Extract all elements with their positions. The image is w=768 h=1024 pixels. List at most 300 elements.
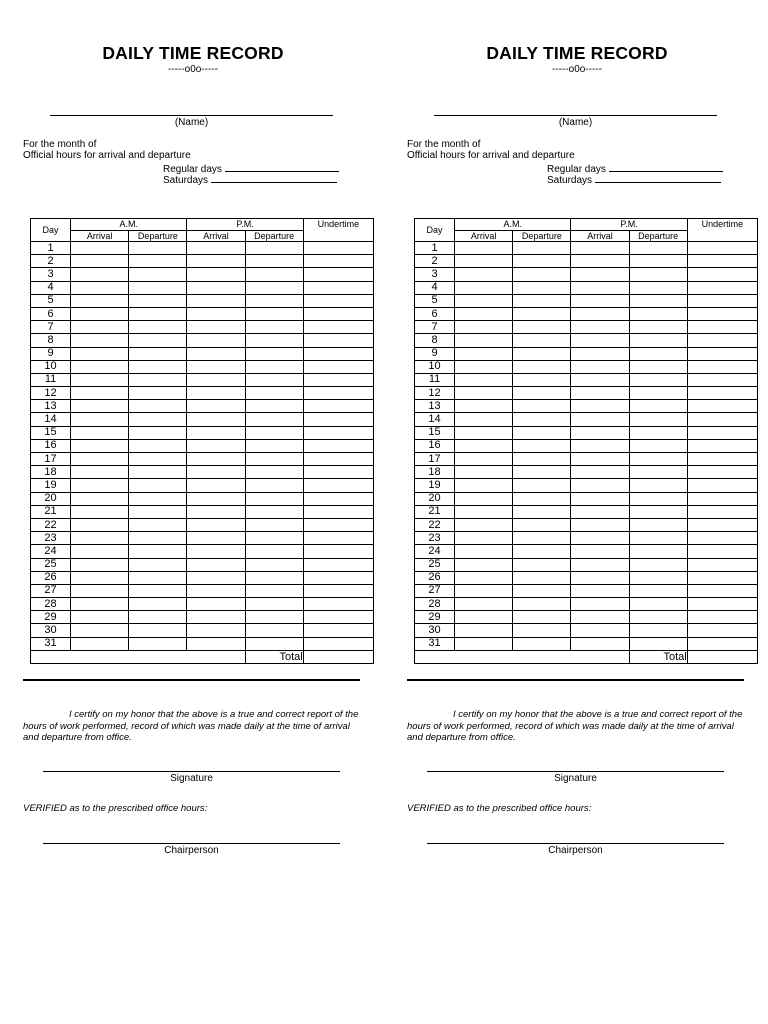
pm-arrival-cell[interactable]: [571, 334, 629, 347]
am-arrival-cell[interactable]: [455, 413, 513, 426]
undertime-cell[interactable]: [687, 518, 757, 531]
chairperson-signature-field[interactable]: [43, 843, 340, 844]
pm-arrival-cell[interactable]: [571, 347, 629, 360]
pm-departure-cell[interactable]: [629, 518, 687, 531]
pm-arrival-cell[interactable]: [571, 598, 629, 611]
am-arrival-cell[interactable]: [455, 439, 513, 452]
am-departure-cell[interactable]: [129, 360, 187, 373]
pm-departure-cell[interactable]: [245, 532, 303, 545]
am-departure-cell[interactable]: [513, 439, 571, 452]
pm-arrival-cell[interactable]: [187, 598, 245, 611]
am-departure-cell[interactable]: [513, 518, 571, 531]
pm-arrival-cell[interactable]: [571, 281, 629, 294]
pm-departure-cell[interactable]: [629, 571, 687, 584]
undertime-cell[interactable]: [303, 268, 373, 281]
undertime-cell[interactable]: [687, 611, 757, 624]
am-arrival-cell[interactable]: [71, 373, 129, 386]
undertime-cell[interactable]: [687, 347, 757, 360]
pm-arrival-cell[interactable]: [571, 611, 629, 624]
am-departure-cell[interactable]: [513, 268, 571, 281]
am-departure-cell[interactable]: [513, 242, 571, 255]
pm-arrival-cell[interactable]: [187, 426, 245, 439]
saturdays-field[interactable]: [211, 173, 337, 183]
pm-departure-cell[interactable]: [629, 334, 687, 347]
pm-arrival-cell[interactable]: [187, 558, 245, 571]
am-departure-cell[interactable]: [513, 387, 571, 400]
pm-arrival-cell[interactable]: [187, 347, 245, 360]
pm-arrival-cell[interactable]: [187, 255, 245, 268]
undertime-cell[interactable]: [687, 268, 757, 281]
pm-arrival-cell[interactable]: [187, 466, 245, 479]
undertime-cell[interactable]: [303, 281, 373, 294]
pm-departure-cell[interactable]: [629, 281, 687, 294]
pm-arrival-cell[interactable]: [187, 307, 245, 320]
pm-departure-cell[interactable]: [629, 268, 687, 281]
pm-departure-cell[interactable]: [245, 637, 303, 650]
am-arrival-cell[interactable]: [455, 347, 513, 360]
am-departure-cell[interactable]: [129, 347, 187, 360]
pm-arrival-cell[interactable]: [187, 413, 245, 426]
pm-departure-cell[interactable]: [245, 426, 303, 439]
pm-departure-cell[interactable]: [245, 413, 303, 426]
undertime-cell[interactable]: [687, 360, 757, 373]
undertime-cell[interactable]: [687, 637, 757, 650]
am-arrival-cell[interactable]: [455, 334, 513, 347]
am-arrival-cell[interactable]: [71, 637, 129, 650]
undertime-cell[interactable]: [687, 373, 757, 386]
am-arrival-cell[interactable]: [455, 492, 513, 505]
undertime-cell[interactable]: [687, 598, 757, 611]
pm-arrival-cell[interactable]: [187, 532, 245, 545]
am-arrival-cell[interactable]: [455, 532, 513, 545]
am-arrival-cell[interactable]: [455, 518, 513, 531]
pm-arrival-cell[interactable]: [571, 479, 629, 492]
undertime-cell[interactable]: [687, 307, 757, 320]
pm-departure-cell[interactable]: [629, 413, 687, 426]
am-arrival-cell[interactable]: [455, 505, 513, 518]
am-arrival-cell[interactable]: [71, 242, 129, 255]
am-arrival-cell[interactable]: [71, 387, 129, 400]
am-arrival-cell[interactable]: [71, 426, 129, 439]
undertime-cell[interactable]: [303, 242, 373, 255]
pm-arrival-cell[interactable]: [571, 637, 629, 650]
am-departure-cell[interactable]: [513, 611, 571, 624]
pm-departure-cell[interactable]: [629, 360, 687, 373]
am-departure-cell[interactable]: [129, 413, 187, 426]
am-departure-cell[interactable]: [513, 321, 571, 334]
am-departure-cell[interactable]: [129, 518, 187, 531]
pm-arrival-cell[interactable]: [571, 571, 629, 584]
am-departure-cell[interactable]: [129, 281, 187, 294]
am-departure-cell[interactable]: [129, 439, 187, 452]
undertime-cell[interactable]: [303, 545, 373, 558]
pm-departure-cell[interactable]: [629, 255, 687, 268]
am-departure-cell[interactable]: [513, 347, 571, 360]
pm-arrival-cell[interactable]: [571, 453, 629, 466]
undertime-cell[interactable]: [303, 584, 373, 597]
pm-arrival-cell[interactable]: [571, 466, 629, 479]
am-arrival-cell[interactable]: [71, 518, 129, 531]
pm-departure-cell[interactable]: [629, 466, 687, 479]
pm-departure-cell[interactable]: [245, 518, 303, 531]
am-departure-cell[interactable]: [513, 413, 571, 426]
undertime-cell[interactable]: [303, 492, 373, 505]
undertime-cell[interactable]: [687, 479, 757, 492]
undertime-cell[interactable]: [303, 453, 373, 466]
am-departure-cell[interactable]: [129, 373, 187, 386]
am-departure-cell[interactable]: [513, 307, 571, 320]
pm-arrival-cell[interactable]: [571, 294, 629, 307]
pm-departure-cell[interactable]: [629, 294, 687, 307]
undertime-cell[interactable]: [687, 281, 757, 294]
am-arrival-cell[interactable]: [455, 400, 513, 413]
am-departure-cell[interactable]: [513, 505, 571, 518]
am-departure-cell[interactable]: [129, 334, 187, 347]
pm-departure-cell[interactable]: [245, 545, 303, 558]
pm-departure-cell[interactable]: [629, 584, 687, 597]
pm-departure-cell[interactable]: [629, 479, 687, 492]
am-arrival-cell[interactable]: [455, 453, 513, 466]
pm-departure-cell[interactable]: [629, 545, 687, 558]
undertime-cell[interactable]: [303, 307, 373, 320]
am-arrival-cell[interactable]: [71, 545, 129, 558]
am-departure-cell[interactable]: [513, 294, 571, 307]
pm-departure-cell[interactable]: [629, 439, 687, 452]
am-departure-cell[interactable]: [129, 426, 187, 439]
pm-arrival-cell[interactable]: [571, 373, 629, 386]
pm-departure-cell[interactable]: [629, 387, 687, 400]
am-departure-cell[interactable]: [129, 532, 187, 545]
am-arrival-cell[interactable]: [455, 294, 513, 307]
pm-departure-cell[interactable]: [245, 492, 303, 505]
name-field[interactable]: [50, 115, 333, 116]
pm-departure-cell[interactable]: [245, 281, 303, 294]
undertime-cell[interactable]: [687, 532, 757, 545]
am-departure-cell[interactable]: [129, 637, 187, 650]
am-departure-cell[interactable]: [513, 598, 571, 611]
undertime-cell[interactable]: [687, 584, 757, 597]
am-departure-cell[interactable]: [513, 281, 571, 294]
pm-arrival-cell[interactable]: [571, 584, 629, 597]
undertime-cell[interactable]: [303, 294, 373, 307]
pm-departure-cell[interactable]: [245, 255, 303, 268]
undertime-cell[interactable]: [303, 321, 373, 334]
pm-arrival-cell[interactable]: [571, 532, 629, 545]
am-arrival-cell[interactable]: [455, 426, 513, 439]
undertime-cell[interactable]: [303, 571, 373, 584]
pm-arrival-cell[interactable]: [571, 492, 629, 505]
am-departure-cell[interactable]: [129, 479, 187, 492]
am-arrival-cell[interactable]: [455, 255, 513, 268]
pm-departure-cell[interactable]: [629, 624, 687, 637]
pm-arrival-cell[interactable]: [187, 453, 245, 466]
am-departure-cell[interactable]: [129, 255, 187, 268]
pm-arrival-cell[interactable]: [187, 492, 245, 505]
am-departure-cell[interactable]: [513, 624, 571, 637]
am-departure-cell[interactable]: [513, 637, 571, 650]
pm-departure-cell[interactable]: [629, 426, 687, 439]
undertime-cell[interactable]: [303, 466, 373, 479]
undertime-cell[interactable]: [303, 518, 373, 531]
am-departure-cell[interactable]: [129, 242, 187, 255]
undertime-cell[interactable]: [687, 439, 757, 452]
pm-departure-cell[interactable]: [629, 492, 687, 505]
am-arrival-cell[interactable]: [71, 479, 129, 492]
undertime-cell[interactable]: [687, 426, 757, 439]
am-departure-cell[interactable]: [513, 400, 571, 413]
am-arrival-cell[interactable]: [455, 307, 513, 320]
pm-departure-cell[interactable]: [629, 373, 687, 386]
am-departure-cell[interactable]: [513, 466, 571, 479]
pm-arrival-cell[interactable]: [187, 545, 245, 558]
undertime-cell[interactable]: [303, 413, 373, 426]
pm-departure-cell[interactable]: [245, 479, 303, 492]
am-departure-cell[interactable]: [129, 387, 187, 400]
am-departure-cell[interactable]: [513, 584, 571, 597]
am-departure-cell[interactable]: [129, 294, 187, 307]
am-departure-cell[interactable]: [513, 426, 571, 439]
am-departure-cell[interactable]: [513, 360, 571, 373]
pm-arrival-cell[interactable]: [571, 426, 629, 439]
am-arrival-cell[interactable]: [455, 545, 513, 558]
am-arrival-cell[interactable]: [71, 505, 129, 518]
pm-arrival-cell[interactable]: [571, 413, 629, 426]
am-arrival-cell[interactable]: [71, 255, 129, 268]
am-arrival-cell[interactable]: [71, 571, 129, 584]
pm-departure-cell[interactable]: [245, 598, 303, 611]
undertime-cell[interactable]: [303, 637, 373, 650]
undertime-cell[interactable]: [303, 426, 373, 439]
am-arrival-cell[interactable]: [455, 637, 513, 650]
pm-arrival-cell[interactable]: [571, 558, 629, 571]
am-departure-cell[interactable]: [513, 558, 571, 571]
am-arrival-cell[interactable]: [71, 611, 129, 624]
regular-days-field[interactable]: [225, 162, 339, 172]
am-departure-cell[interactable]: [513, 545, 571, 558]
pm-departure-cell[interactable]: [629, 307, 687, 320]
pm-departure-cell[interactable]: [629, 558, 687, 571]
am-arrival-cell[interactable]: [455, 268, 513, 281]
undertime-cell[interactable]: [303, 479, 373, 492]
pm-arrival-cell[interactable]: [187, 505, 245, 518]
am-departure-cell[interactable]: [129, 545, 187, 558]
am-departure-cell[interactable]: [513, 492, 571, 505]
pm-arrival-cell[interactable]: [187, 281, 245, 294]
undertime-cell[interactable]: [687, 624, 757, 637]
am-departure-cell[interactable]: [513, 373, 571, 386]
am-departure-cell[interactable]: [129, 558, 187, 571]
pm-departure-cell[interactable]: [245, 439, 303, 452]
undertime-cell[interactable]: [687, 413, 757, 426]
undertime-cell[interactable]: [303, 347, 373, 360]
pm-departure-cell[interactable]: [245, 571, 303, 584]
pm-arrival-cell[interactable]: [571, 624, 629, 637]
am-arrival-cell[interactable]: [455, 598, 513, 611]
pm-arrival-cell[interactable]: [571, 321, 629, 334]
pm-arrival-cell[interactable]: [187, 624, 245, 637]
pm-arrival-cell[interactable]: [187, 268, 245, 281]
undertime-cell[interactable]: [303, 373, 373, 386]
pm-departure-cell[interactable]: [245, 373, 303, 386]
undertime-cell[interactable]: [303, 360, 373, 373]
am-arrival-cell[interactable]: [71, 532, 129, 545]
pm-departure-cell[interactable]: [245, 624, 303, 637]
undertime-cell[interactable]: [303, 334, 373, 347]
am-departure-cell[interactable]: [129, 307, 187, 320]
pm-departure-cell[interactable]: [245, 453, 303, 466]
undertime-cell[interactable]: [303, 439, 373, 452]
undertime-cell[interactable]: [687, 571, 757, 584]
pm-arrival-cell[interactable]: [571, 505, 629, 518]
pm-departure-cell[interactable]: [629, 453, 687, 466]
pm-arrival-cell[interactable]: [187, 584, 245, 597]
pm-arrival-cell[interactable]: [187, 334, 245, 347]
pm-arrival-cell[interactable]: [187, 387, 245, 400]
total-undertime-cell[interactable]: [303, 650, 373, 663]
undertime-cell[interactable]: [303, 558, 373, 571]
pm-departure-cell[interactable]: [629, 532, 687, 545]
pm-departure-cell[interactable]: [629, 637, 687, 650]
am-arrival-cell[interactable]: [455, 373, 513, 386]
pm-arrival-cell[interactable]: [187, 321, 245, 334]
am-departure-cell[interactable]: [513, 479, 571, 492]
signature-field[interactable]: [427, 771, 724, 772]
undertime-cell[interactable]: [687, 255, 757, 268]
am-arrival-cell[interactable]: [71, 598, 129, 611]
pm-departure-cell[interactable]: [245, 360, 303, 373]
undertime-cell[interactable]: [687, 294, 757, 307]
pm-departure-cell[interactable]: [245, 334, 303, 347]
pm-departure-cell[interactable]: [629, 321, 687, 334]
am-arrival-cell[interactable]: [71, 439, 129, 452]
pm-departure-cell[interactable]: [245, 466, 303, 479]
undertime-cell[interactable]: [687, 558, 757, 571]
am-arrival-cell[interactable]: [71, 360, 129, 373]
pm-arrival-cell[interactable]: [571, 360, 629, 373]
am-arrival-cell[interactable]: [71, 281, 129, 294]
am-departure-cell[interactable]: [129, 598, 187, 611]
am-arrival-cell[interactable]: [455, 360, 513, 373]
pm-departure-cell[interactable]: [245, 242, 303, 255]
pm-departure-cell[interactable]: [245, 347, 303, 360]
pm-departure-cell[interactable]: [629, 505, 687, 518]
pm-departure-cell[interactable]: [629, 347, 687, 360]
pm-departure-cell[interactable]: [629, 611, 687, 624]
undertime-cell[interactable]: [303, 255, 373, 268]
am-departure-cell[interactable]: [129, 453, 187, 466]
undertime-cell[interactable]: [687, 321, 757, 334]
am-departure-cell[interactable]: [513, 532, 571, 545]
am-arrival-cell[interactable]: [71, 413, 129, 426]
undertime-cell[interactable]: [687, 466, 757, 479]
saturdays-field[interactable]: [595, 173, 721, 183]
pm-departure-cell[interactable]: [245, 400, 303, 413]
pm-arrival-cell[interactable]: [187, 479, 245, 492]
pm-arrival-cell[interactable]: [187, 571, 245, 584]
pm-departure-cell[interactable]: [245, 505, 303, 518]
am-arrival-cell[interactable]: [71, 492, 129, 505]
am-arrival-cell[interactable]: [71, 624, 129, 637]
am-arrival-cell[interactable]: [71, 268, 129, 281]
undertime-cell[interactable]: [303, 624, 373, 637]
pm-departure-cell[interactable]: [245, 611, 303, 624]
pm-departure-cell[interactable]: [245, 294, 303, 307]
am-arrival-cell[interactable]: [455, 281, 513, 294]
am-departure-cell[interactable]: [129, 268, 187, 281]
am-arrival-cell[interactable]: [455, 321, 513, 334]
undertime-cell[interactable]: [687, 492, 757, 505]
am-departure-cell[interactable]: [129, 624, 187, 637]
pm-arrival-cell[interactable]: [187, 360, 245, 373]
am-arrival-cell[interactable]: [71, 558, 129, 571]
am-arrival-cell[interactable]: [455, 466, 513, 479]
undertime-cell[interactable]: [687, 242, 757, 255]
pm-departure-cell[interactable]: [245, 584, 303, 597]
pm-arrival-cell[interactable]: [571, 307, 629, 320]
am-arrival-cell[interactable]: [71, 453, 129, 466]
undertime-cell[interactable]: [687, 545, 757, 558]
am-arrival-cell[interactable]: [455, 558, 513, 571]
am-departure-cell[interactable]: [129, 400, 187, 413]
regular-days-field[interactable]: [609, 162, 723, 172]
undertime-cell[interactable]: [303, 505, 373, 518]
pm-departure-cell[interactable]: [245, 268, 303, 281]
am-arrival-cell[interactable]: [71, 466, 129, 479]
am-departure-cell[interactable]: [129, 505, 187, 518]
undertime-cell[interactable]: [687, 400, 757, 413]
am-departure-cell[interactable]: [129, 571, 187, 584]
pm-departure-cell[interactable]: [245, 321, 303, 334]
undertime-cell[interactable]: [303, 387, 373, 400]
am-departure-cell[interactable]: [513, 453, 571, 466]
am-arrival-cell[interactable]: [455, 387, 513, 400]
undertime-cell[interactable]: [303, 400, 373, 413]
am-arrival-cell[interactable]: [455, 479, 513, 492]
pm-arrival-cell[interactable]: [187, 439, 245, 452]
pm-arrival-cell[interactable]: [187, 611, 245, 624]
pm-arrival-cell[interactable]: [187, 400, 245, 413]
pm-departure-cell[interactable]: [245, 558, 303, 571]
undertime-cell[interactable]: [303, 598, 373, 611]
pm-departure-cell[interactable]: [245, 387, 303, 400]
am-departure-cell[interactable]: [129, 611, 187, 624]
signature-field[interactable]: [43, 771, 340, 772]
pm-arrival-cell[interactable]: [571, 439, 629, 452]
am-arrival-cell[interactable]: [455, 611, 513, 624]
am-arrival-cell[interactable]: [455, 624, 513, 637]
undertime-cell[interactable]: [687, 387, 757, 400]
pm-arrival-cell[interactable]: [571, 387, 629, 400]
pm-arrival-cell[interactable]: [571, 518, 629, 531]
pm-arrival-cell[interactable]: [571, 255, 629, 268]
pm-arrival-cell[interactable]: [571, 400, 629, 413]
am-departure-cell[interactable]: [129, 321, 187, 334]
undertime-cell[interactable]: [687, 505, 757, 518]
am-arrival-cell[interactable]: [71, 347, 129, 360]
am-arrival-cell[interactable]: [71, 307, 129, 320]
undertime-cell[interactable]: [303, 611, 373, 624]
am-arrival-cell[interactable]: [71, 321, 129, 334]
pm-departure-cell[interactable]: [629, 400, 687, 413]
am-arrival-cell[interactable]: [71, 400, 129, 413]
pm-departure-cell[interactable]: [629, 242, 687, 255]
total-undertime-cell[interactable]: [687, 650, 757, 663]
pm-departure-cell[interactable]: [245, 307, 303, 320]
am-departure-cell[interactable]: [129, 492, 187, 505]
am-departure-cell[interactable]: [513, 334, 571, 347]
pm-arrival-cell[interactable]: [187, 294, 245, 307]
pm-arrival-cell[interactable]: [187, 242, 245, 255]
